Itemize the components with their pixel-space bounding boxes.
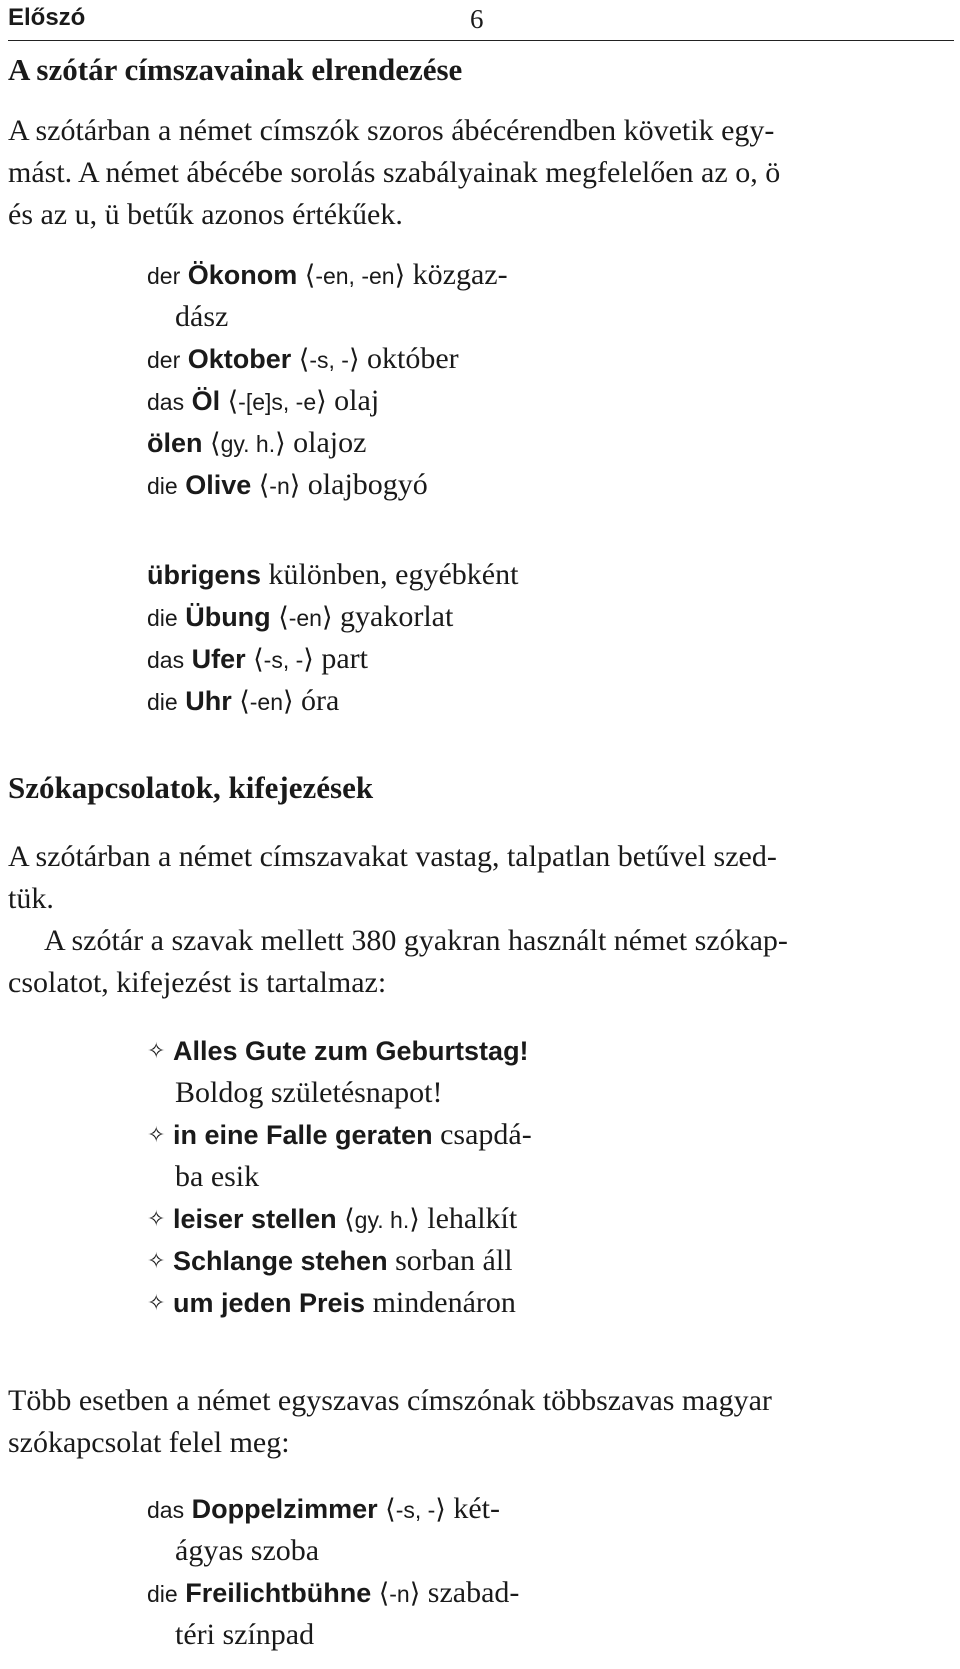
phrase-marker-icon: ✧ [147,1290,166,1315]
paragraph-line: tük. [8,882,54,915]
phrase-german: Alles Gute zum Geburtstag! [173,1036,529,1066]
entry-headword: Übung [185,602,271,632]
entry-meaning: október [366,342,459,375]
entry-headword: Oktober [187,344,292,374]
dictionary-entry [147,680,339,723]
paragraph-line: csolatot, kifejezést is tartalmaz: [8,966,387,999]
dictionary-entry [147,380,379,423]
entry-headword: übrigens [147,560,262,590]
entry-headword: Olive [185,470,252,500]
angle-open: ⟨ [378,1578,390,1608]
paragraph-line: A szótár a szavak mellett 380 gyakran használt német szókap- [44,924,788,957]
phrase-entry [147,1240,513,1282]
angle-open: ⟨ [344,1204,355,1234]
phrase-german: Schlange stehen [173,1246,388,1276]
entry-meaning: szabad- [427,1576,520,1609]
phrase-marker-icon: ✧ [147,1122,166,1147]
dictionary-entry [147,464,428,507]
angle-close: ⟩ [321,602,333,632]
phrase-entry [147,1114,532,1156]
entry-headword: Öl [191,386,221,416]
entry-meaning: óra [301,684,340,717]
dictionary-entry [147,554,518,596]
paragraph-line: Több esetben a német egyszavas címszónak többszavas magyar [8,1384,772,1417]
phrase-marker-icon: ✧ [147,1248,166,1273]
entry-meaning: két- [453,1492,500,1525]
entry-headword: Freilichtbühne [185,1578,372,1608]
angle-open: ⟨ [304,260,316,290]
angle-open: ⟨ [253,644,264,674]
dictionary-entry [147,1488,500,1531]
entry-meaning: olajbogyó [307,468,428,501]
angle-close: ⟩ [289,470,301,500]
entry-grammar: -s, - [263,647,304,673]
phrase-entry [147,1282,516,1324]
entry-grammar: -s, - [395,1497,436,1523]
entry-continuation: ágyas szoba [175,1534,320,1567]
phrase-meaning: sorban áll [395,1244,513,1277]
entry-article: die [147,473,178,499]
section-name: Előszó [8,4,86,31]
phrase-german: um jeden Preis [173,1288,366,1318]
paragraph [8,920,954,1004]
phrase-entry [147,1198,517,1241]
dictionary-entry [147,422,366,465]
intro-paragraph [8,110,954,236]
page-number: 6 [470,4,484,34]
angle-close: ⟩ [394,260,406,290]
entry-grammar: -en [249,689,283,715]
entry-grammar: gy. h. [220,431,276,457]
entry-grammar: -n [389,1581,410,1607]
entry-headword: Doppelzimmer [191,1494,378,1524]
entry-grammar: -[e]s, -e [238,389,317,415]
phrase-grammar: gy. h. [354,1207,410,1233]
entry-article: das [147,647,185,673]
entry-meaning: olajoz [293,426,367,459]
entry-headword: ölen [147,428,203,458]
entry-article: das [147,389,185,415]
header-rule [8,40,954,41]
phrase-marker-icon: ✧ [147,1038,166,1063]
phrase-entry [147,1030,529,1072]
dictionary-entry [147,254,508,297]
entry-article: der [147,347,181,373]
phrase-german: in eine Falle geraten [173,1120,433,1150]
entry-article: die [147,605,178,631]
entry-headword: Ökonom [187,260,298,290]
angle-open: ⟨ [258,470,270,500]
angle-close: ⟩ [316,386,327,416]
phrase-meaning: csapdá- [440,1118,532,1151]
phrase-meaning: mindenáron [372,1286,516,1319]
running-header [8,2,954,42]
entry-grammar: -en [288,605,322,631]
phrase-continuation: ba esik [175,1160,260,1193]
angle-close: ⟩ [409,1204,420,1234]
paragraph [8,1380,954,1464]
entry-article: der [147,263,181,289]
angle-open: ⟨ [298,344,310,374]
paragraph-line: és az u, ü betűk azonos értékűek. [8,198,403,231]
dictionary-entry [147,638,368,681]
paragraph-line: A szótárban a német címszavakat vastag, talpatlan betűvel szed- [8,840,777,873]
phrase-meaning: lehalkít [427,1202,518,1235]
entry-grammar: -en, -en [315,263,395,289]
angle-close: ⟩ [275,428,286,458]
paragraph-line: mást. A német ábécébe sorolás szabályainak megfelelően az o, ö [8,156,781,189]
entry-headword: Uhr [185,686,232,716]
entry-meaning: közgaz- [412,258,508,291]
angle-close: ⟩ [303,644,314,674]
dictionary-entry [147,1572,519,1615]
entry-headword: Ufer [191,644,246,674]
angle-open: ⟨ [227,386,239,416]
angle-open: ⟨ [385,1494,396,1524]
phrase-german: leiser stellen [173,1204,337,1234]
phrase-continuation: Boldog születésnapot! [175,1076,443,1109]
section-title: Szókapcsolatok, kifejezések [8,770,374,805]
section-title: A szótár címszavainak elrendezése [8,52,463,87]
angle-open: ⟨ [210,428,221,458]
paragraph-line: szókapcsolat felel meg: [8,1426,290,1459]
dictionary-entry [147,338,459,381]
entry-continuation: dász [175,300,229,333]
entry-article: die [147,1581,178,1607]
angle-close: ⟩ [409,1578,421,1608]
entry-meaning: különben, egyébként [268,558,519,591]
entry-meaning: gyakorlat [340,600,454,633]
entry-grammar: -n [269,473,290,499]
entry-meaning: olaj [334,384,380,417]
paragraph-line: A szótárban a német címszók szoros ábécérendben követik egy- [8,114,775,147]
angle-close: ⟩ [435,1494,446,1524]
paragraph [8,836,954,920]
entry-article: das [147,1497,185,1523]
entry-grammar: -s, - [309,347,349,373]
entry-article: die [147,689,178,715]
entry-meaning: part [321,642,368,675]
phrase-marker-icon: ✧ [147,1206,166,1231]
angle-open: ⟨ [239,686,250,716]
entry-continuation: téri színpad [175,1618,315,1651]
angle-open: ⟨ [278,602,289,632]
dictionary-entry [147,596,453,639]
angle-close: ⟩ [348,344,360,374]
angle-close: ⟩ [283,686,294,716]
